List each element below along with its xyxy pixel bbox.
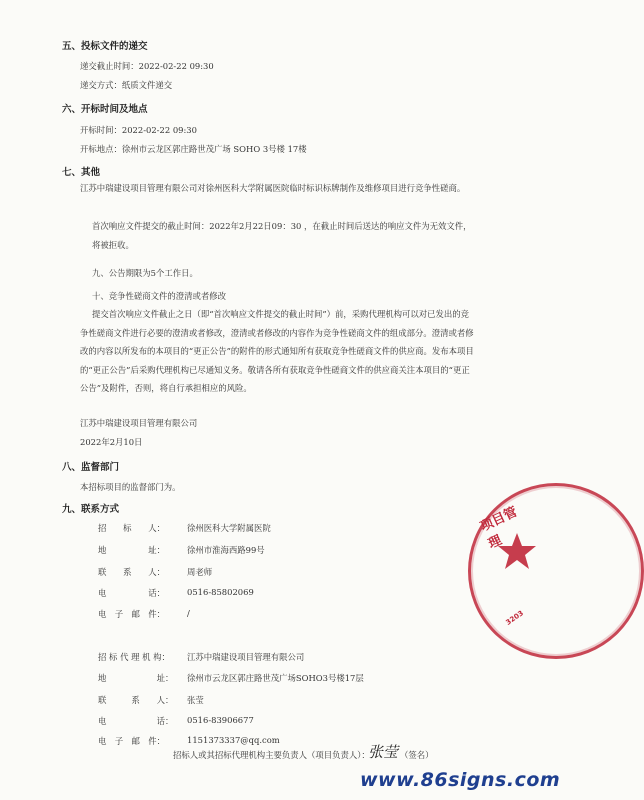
agent-phone-label: 电 话：: [98, 716, 174, 726]
issuer-org: 江苏中瑞建设项目管理有限公司: [80, 418, 198, 428]
buyer-contact-value: 周老师: [187, 567, 213, 577]
buyer-contact-label: 联 系 人：: [98, 567, 165, 577]
agent-address-value: 徐州市云龙区郭庄路世茂广场SOHO3号楼17层: [187, 673, 364, 683]
agent-phone-value: 0516-83906677: [187, 715, 254, 725]
site-watermark: www.86signs.com: [360, 769, 561, 791]
seal-star-icon: [497, 531, 537, 571]
notice-period: 九、公告期限为5个工作日。: [92, 268, 198, 278]
buyer-phone-value: 0516-85802069: [187, 587, 254, 597]
issue-date: 2022年2月10日: [80, 437, 143, 447]
agent-contact-label: 联 系 人：: [98, 695, 174, 705]
seal-text: 项目管理: [478, 504, 520, 552]
supervision-text: 本招标项目的监督部门为。: [80, 482, 181, 492]
section-7-heading: 七、其他: [62, 167, 101, 178]
agent-address-label: 地 址：: [98, 673, 174, 683]
submission-method: 递交方式：纸质文件递交: [80, 80, 173, 90]
signature-name: 张莹: [368, 743, 399, 761]
buyer-email-label: 电 子 邮 件：: [98, 609, 165, 619]
section-6-heading: 六、开标时间及地点: [62, 104, 148, 115]
agent-name-value: 江苏中瑞建设项目管理有限公司: [187, 652, 305, 662]
other-paragraph-1: 江苏中瑞建设项目管理有限公司对徐州医科大学附属医院临时标识标牌制作及维修项目进行竞争性磋商。: [80, 183, 466, 193]
opening-place: 开标地点：徐州市云龙区郭庄路世茂广场 SOHO 3号楼 17楼: [80, 144, 307, 154]
agent-contact-value: 张莹: [187, 695, 204, 705]
seal-code: 3203: [504, 609, 526, 627]
section-5-heading: 五、投标文件的递交: [62, 41, 148, 52]
section-9-heading: 九、联系方式: [62, 504, 120, 515]
clarification-paragraph: 提交首次响应文件截止之日（即“首次响应文件提交的截止时间”）前，采购代理机构可以对已发出的竞争性磋商文件进行必要的澄清或者修改，澄清或者修改的内容作为竞争性磋商文件的组成部分。澄清或者修改的内容以所发布的本项目的“更正公告”的附件的形式通知所有获取竞争性磋商文件的供应商。发布本项目的“更正公告”后采购代理机构已尽通知义务。敬请各所有获取竞争性磋商文件的供应商关注本项目的“更正公告”及附件，否则，将自行承担相应的风险。: [80, 309, 474, 393]
agent-email-label: 电 子 邮 件：: [98, 736, 165, 746]
buyer-address-label: 地 址：: [98, 545, 165, 555]
buyer-email-value: /: [187, 608, 190, 618]
opening-time: 开标时间：2022-02-22 09:30: [80, 125, 197, 135]
agent-name-label: 招 标 代 理 机 构：: [98, 652, 170, 662]
signature-suffix: （签名）: [400, 750, 434, 760]
submission-deadline: 递交截止时间：2022-02-22 09:30: [80, 61, 214, 71]
other-paragraph-2: 首次响应文件提交的截止时间：2022年2月22日09：30 ，在截止时间后送达的响应文件为无效文件，将被拒收。: [92, 221, 472, 250]
buyer-phone-label: 电 话：: [98, 588, 165, 598]
signature-line: 招标人或其招标代理机构主要负责人（项目负责人）：: [173, 750, 370, 760]
clarification-heading: 十、竞争性磋商文件的澄清或者修改: [92, 291, 226, 301]
buyer-name-label: 招 标 人：: [98, 523, 165, 533]
buyer-name-value: 徐州医科大学附属医院: [187, 523, 271, 533]
section-8-heading: 八、监督部门: [62, 462, 120, 473]
agent-email-value: 1151373337@qq.com: [187, 735, 280, 745]
buyer-address-value: 徐州市淮海西路99号: [187, 545, 265, 555]
